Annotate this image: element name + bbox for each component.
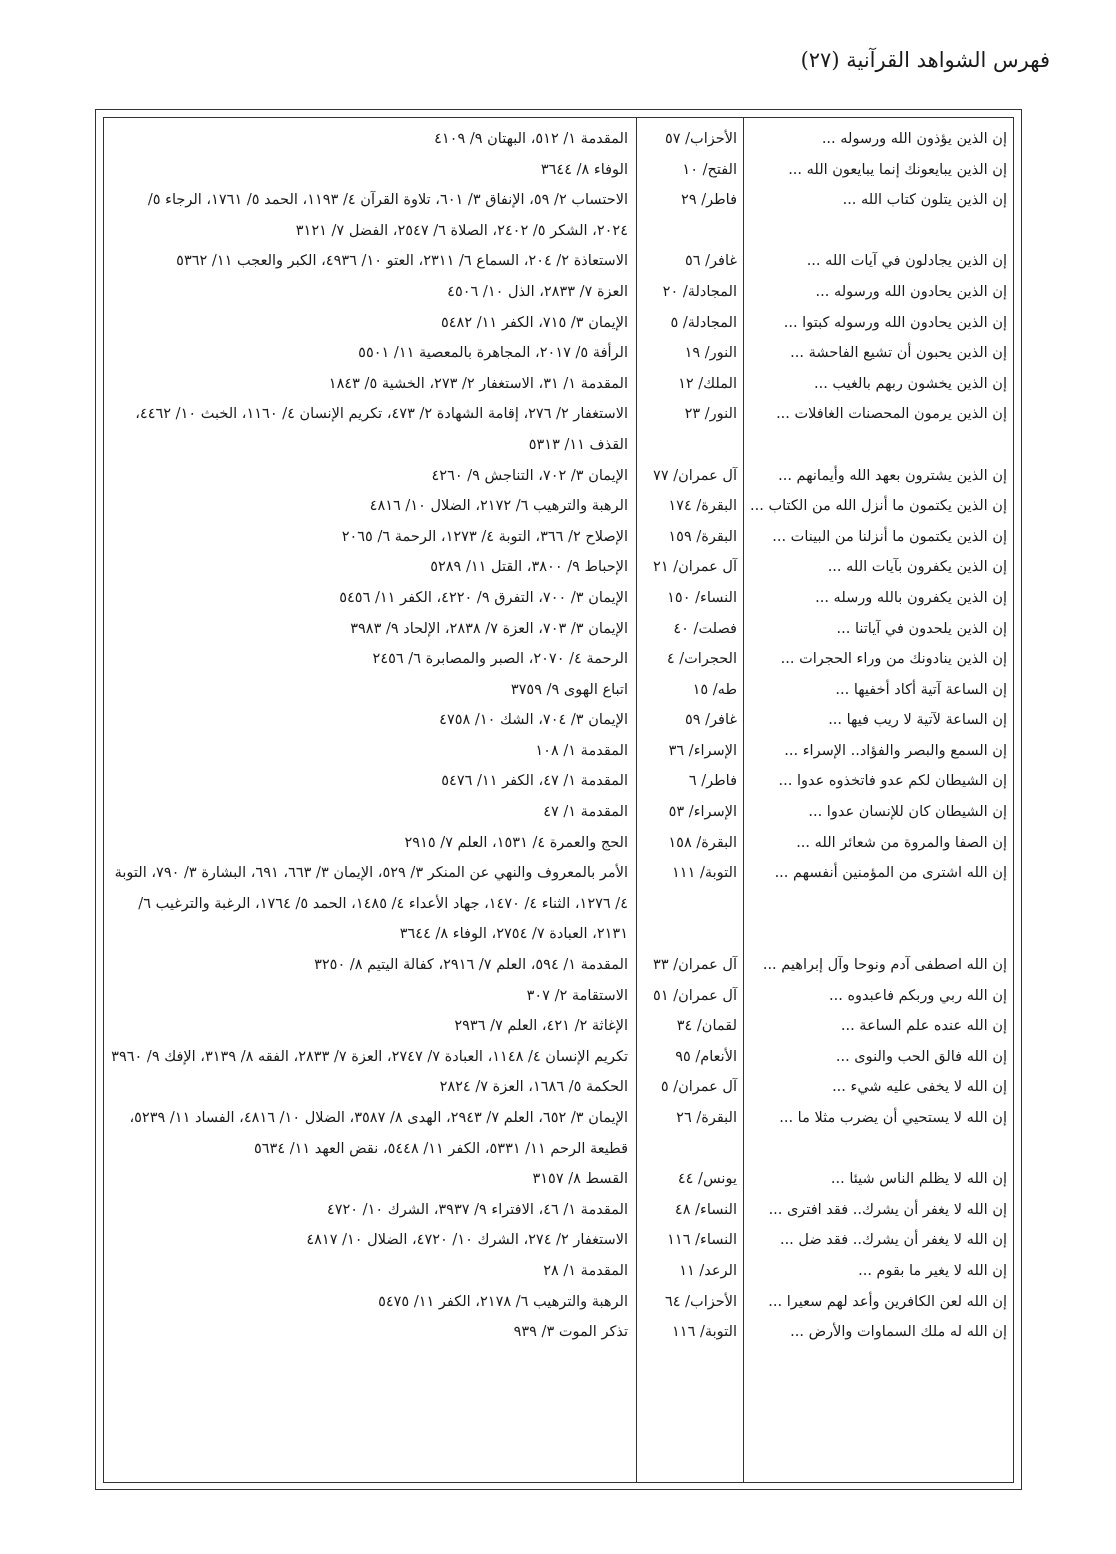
topics-cell: المقدمة ١/ ٥٩٤، العلم ٧/ ٢٩١٦، كفالة اليتيم ٨/ ٣٢٥٠ — [314, 957, 628, 974]
table-row — [104, 246, 1013, 277]
table-row — [104, 614, 1013, 645]
reference-cell: البقرة/ ١٧٤ — [668, 498, 737, 515]
page-number: (٢٧) — [800, 48, 840, 72]
topics-cell: الإغاثة ٢/ ٤٢١، العلم ٧/ ٢٩٣٦ — [454, 1018, 628, 1035]
topics-cell: الإيمان ٣/ ٧٠٣، العزة ٧/ ٢٨٣٨، الإلحاد ٩/ ٣٩٨٣ — [350, 620, 628, 637]
reference-cell: النساء/ ١١٦ — [667, 1232, 737, 1249]
table-row — [104, 675, 1013, 706]
topics-cell: المقدمة ١/ ١٠٨ — [535, 742, 628, 759]
verse-cell: إن الساعة آتية أكاد أخفيها ... — [835, 681, 1007, 698]
verse-cell: إن الله لا يغير ما بقوم ... — [858, 1262, 1007, 1279]
table-row — [104, 155, 1013, 186]
reference-cell: الأنعام/ ٩٥ — [675, 1048, 737, 1065]
reference-cell: طه/ ١٥ — [692, 681, 737, 698]
verse-cell: إن الصفا والمروة من شعائر الله ... — [796, 834, 1007, 851]
topics-cell: الإيمان ٣/ ٦٥٢، العلم ٧/ ٢٩٤٣، الهدى ٨/ ٣٥٨٧، الضلال ١٠/ ٤٨١٦، الفساد ١١/ ٥٢٣٩، قطيعة الرحم ١١/ ٥٣٣١، الكفر ١١/ ٥٤٤٨، نقض العهد ١١/ ٥٦٣٤ — [129, 1110, 628, 1157]
table-row — [104, 1225, 1013, 1256]
table-row — [104, 1042, 1013, 1073]
page-header — [60, 48, 1050, 82]
table-row — [104, 277, 1013, 308]
table-row — [104, 644, 1013, 675]
topics-cell: الحكمة ٥/ ١٦٨٦، العزة ٧/ ٢٨٢٤ — [439, 1079, 628, 1096]
reference-cell: الإسراء/ ٥٣ — [668, 804, 737, 821]
topics-cell: المقدمة ١/ ٤٧ — [543, 804, 628, 821]
reference-cell: النور/ ٢٣ — [684, 406, 737, 423]
reference-cell: الملك/ ١٢ — [678, 375, 737, 392]
table-row — [104, 369, 1013, 400]
table-row — [104, 1072, 1013, 1103]
page-title: فهرس الشواهد القرآنية — [846, 48, 1050, 72]
reference-cell: التوبة/ ١١١ — [672, 865, 737, 882]
reference-cell: فاطر/ ٦ — [688, 773, 737, 790]
table-row — [104, 461, 1013, 492]
verse-cell: إن الذين يلحدون في آياتنا ... — [836, 620, 1007, 637]
verse-cell: إن الله فالق الحب والنوى ... — [835, 1048, 1007, 1065]
verse-cell: إن الله اشترى من المؤمنين أنفسهم ... — [774, 865, 1007, 882]
verse-cell: إن الذين يكتمون ما أنزلنا من البينات ... — [772, 528, 1007, 545]
table-row — [104, 950, 1013, 981]
topics-cell: تكريم الإنسان ٤/ ١١٤٨، العبادة ٧/ ٢٧٤٧، العزة ٧/ ٢٨٣٣، الفقه ٨/ ٣١٣٩، الإفك ٩/ ٣٩٦٠ — [111, 1048, 628, 1065]
verse-cell: إن الذين يكفرون بآيات الله ... — [827, 559, 1007, 576]
topics-cell: الإصلاح ٢/ ٣٦٦، التوبة ٤/ ١٢٧٣، الرحمة ٦/ ٢٠٦٥ — [341, 528, 628, 545]
table-row — [104, 1011, 1013, 1042]
reference-cell: البقرة/ ١٥٨ — [668, 834, 737, 851]
reference-cell: آل عمران/ ٢١ — [653, 559, 737, 576]
reference-cell: الأحزاب/ ٥٧ — [664, 131, 737, 147]
table-row — [104, 399, 1013, 460]
verse-cell: إن الذين يجادلون في آيات الله ... — [806, 253, 1007, 270]
topics-cell: المقدمة ١/ ٤٧، الكفر ١١/ ٥٤٧٦ — [441, 773, 628, 790]
reference-cell: التوبة/ ١١٦ — [672, 1324, 737, 1341]
topics-cell: القسط ٨/ ٣١٥٧ — [532, 1171, 628, 1188]
table-row — [104, 522, 1013, 553]
topics-cell: المقدمة ١/ ٥١٢، البهتان ٩/ ٤١٠٩ — [434, 131, 628, 147]
verse-cell: إن الذين يتلون كتاب الله ... — [842, 192, 1007, 209]
reference-cell: فاطر/ ٢٩ — [681, 192, 737, 209]
verse-cell: إن الذين يؤذون الله ورسوله ... — [821, 131, 1007, 147]
table-row — [104, 185, 1013, 246]
verse-cell: إن السمع والبصر والفؤاد.. الإسراء ... — [784, 742, 1007, 759]
table-row — [104, 705, 1013, 736]
table-row — [104, 583, 1013, 614]
reference-cell: البقرة/ ١٥٩ — [668, 528, 737, 545]
topics-cell: الاستغفار ٢/ ٢٧٦، إقامة الشهادة ٢/ ٤٧٣، تكريم الإنسان ٤/ ١١٦٠، الخبث ١٠/ ٤٤٦٢، القذف ١١/ ٥٣١٣ — [135, 406, 628, 453]
verse-cell: إن الله عنده علم الساعة ... — [840, 1018, 1007, 1035]
verse-cell: إن الذين يحبون أن تشيع الفاحشة ... — [790, 345, 1007, 362]
index-table — [104, 124, 1013, 1348]
topics-cell: الرحمة ٤/ ٢٠٧٠، الصبر والمصابرة ٦/ ٢٤٥٦ — [372, 651, 628, 668]
verse-cell: إن الذين يحادون الله ورسوله كبتوا ... — [783, 314, 1007, 331]
reference-cell: الفتح/ ١٠ — [682, 161, 737, 178]
topics-cell: الرأفة ٥/ ٢٠١٧، المجاهرة بالمعصية ١١/ ٥٥٠١ — [358, 345, 628, 362]
reference-cell: لقمان/ ٣٤ — [676, 1018, 737, 1035]
topics-cell: الرهبة والترهيب ٦/ ٢١٧٨، الكفر ١١/ ٥٤٧٥ — [378, 1293, 628, 1310]
verse-cell: إن الذين يحادون الله ورسوله ... — [815, 283, 1007, 300]
topics-cell: الاحتساب ٢/ ٥٩، الإنفاق ٣/ ٦٠١، تلاوة القرآن ٤/ ١١٩٣، الحمد ٥/ ١٧٦١، الرجاء ٥/ ٢٠٢٤، الشكر ٥/ ٢٤٠٢، الصلاة ٦/ ٢٥٤٧، الفضل ٧/ ٣١٢١ — [147, 192, 628, 239]
verse-cell: إن الذين يخشون ربهم بالغيب ... — [813, 375, 1007, 392]
topics-cell: اتباع الهوى ٩/ ٣٧٥٩ — [510, 681, 628, 698]
reference-cell: النساء/ ١٥٠ — [667, 589, 737, 606]
table-row — [104, 338, 1013, 369]
table-row — [104, 1103, 1013, 1164]
topics-cell: المقدمة ١/ ٢٨ — [543, 1262, 628, 1279]
reference-cell: آل عمران/ ٧٧ — [653, 467, 737, 484]
topics-cell: الاستغفار ٢/ ٢٧٤، الشرك ١٠/ ٤٧٢٠، الضلال ١٠/ ٤٨١٧ — [306, 1232, 628, 1249]
topics-cell: الإحباط ٩/ ٣٨٠٠، القتل ١١/ ٥٢٨٩ — [430, 559, 628, 576]
verse-cell: إن الله لا يخفى عليه شيء ... — [832, 1079, 1007, 1096]
verse-cell: إن الله ربي وربكم فاعبدوه ... — [829, 987, 1007, 1004]
table-row — [104, 1317, 1013, 1348]
table-row — [104, 491, 1013, 522]
reference-cell: النور/ ١٩ — [684, 345, 737, 362]
verse-cell: إن الله اصطفى آدم ونوحا وآل إبراهيم ... — [762, 957, 1007, 974]
topics-cell: الاستعاذة ٢/ ٢٠٤، السماع ٦/ ٢٣١١، العتو ١٠/ ٤٩٣٦، الكبر والعجب ١١/ ٥٣٦٢ — [176, 253, 628, 270]
verse-cell: إن الذين يبايعونك إنما يبايعون الله ... — [788, 161, 1007, 178]
reference-cell: المجادلة/ ٥ — [670, 314, 737, 331]
reference-cell: آل عمران/ ٣٣ — [653, 957, 737, 974]
topics-cell: الأمر بالمعروف والنهي عن المنكر ٣/ ٥٢٩، الإيمان ٣/ ٦٦٣، ٦٩١، البشارة ٣/ ٧٩٠، التوبة ٤/ ١٢٧٦، الثناء ٤/ ١٤٧٠، جهاد الأعداء ٤/ ١٤٨٥، الحمد ٥/ ١٧٦٤، الرغبة والترغيب ٦/ ٢١٣١، العبادة ٧/ ٢٧٥٤، الوفاء ٨/ ٣٦٤٤ — [114, 865, 628, 943]
verse-cell: إن الشيطان كان للإنسان عدوا ... — [808, 804, 1007, 821]
reference-cell: آل عمران/ ٥ — [660, 1079, 737, 1096]
table-row — [104, 766, 1013, 797]
verse-cell: إن الساعة لآتية لا ريب فيها ... — [828, 712, 1007, 729]
verse-cell: إن الله لا يغفر أن يشرك.. فقد افترى ... — [768, 1201, 1007, 1218]
topics-cell: الاستقامة ٢/ ٣٠٧ — [526, 987, 628, 1004]
verse-cell: إن الله لا يستحيي أن يضرب مثلا ما ... — [779, 1110, 1007, 1126]
reference-cell: غافر/ ٥٩ — [684, 712, 737, 729]
reference-cell: البقرة/ ٢٦ — [676, 1110, 737, 1126]
table-row — [104, 828, 1013, 859]
reference-cell: آل عمران/ ٥١ — [653, 987, 737, 1004]
reference-cell: يونس/ ٤٤ — [677, 1171, 737, 1188]
verse-cell: إن الذين يشترون بعهد الله وأيمانهم ... — [778, 467, 1007, 484]
table-row — [104, 736, 1013, 767]
topics-cell: العزة ٧/ ٢٨٣٣، الذل ١٠/ ٤٥٠٦ — [447, 283, 628, 300]
verse-cell: إن الله لا يغفر أن يشرك.. فقد ضل ... — [779, 1232, 1007, 1249]
topics-cell: المقدمة ١/ ٣١، الاستغفار ٢/ ٢٧٣، الخشية ٥/ ١٨٤٣ — [328, 375, 628, 392]
topics-cell: تذكر الموت ٣/ ٩٣٩ — [513, 1324, 628, 1341]
verse-cell: إن الذين ينادونك من وراء الحجرات ... — [780, 651, 1007, 668]
topics-cell: الإيمان ٣/ ٧٠٠، التفرق ٩/ ٤٢٢٠، الكفر ١١/ ٥٤٥٦ — [339, 589, 628, 606]
verse-cell: إن الله لعن الكافرين وأعد لهم سعيرا ... — [768, 1293, 1007, 1310]
verse-cell: إن الشيطان لكم عدو فاتخذوه عدوا ... — [778, 773, 1007, 790]
verse-cell: إن الله له ملك السماوات والأرض ... — [790, 1324, 1007, 1341]
table-row — [104, 981, 1013, 1012]
reference-cell: الإسراء/ ٣٦ — [668, 742, 737, 759]
verse-cell: إن الله لا يظلم الناس شيئا ... — [830, 1171, 1007, 1188]
reference-cell: الحجرات/ ٤ — [666, 651, 737, 668]
topics-cell: الرهبة والترهيب ٦/ ٢١٧٢، الضلال ١٠/ ٤٨١٦ — [369, 498, 628, 515]
topics-cell: الإيمان ٣/ ٧٠٢، التناجش ٩/ ٤٢٦٠ — [431, 467, 628, 484]
table-row — [104, 552, 1013, 583]
table-row — [104, 124, 1013, 155]
table-row — [104, 797, 1013, 828]
table-row — [104, 1195, 1013, 1226]
table-row — [104, 1164, 1013, 1195]
topics-cell: المقدمة ١/ ٤٦، الافتراء ٩/ ٣٩٣٧، الشرك ١٠/ ٤٧٢٠ — [326, 1201, 628, 1218]
reference-cell: الرعد/ ١١ — [679, 1262, 737, 1279]
table-row — [104, 308, 1013, 339]
topics-cell: الإيمان ٣/ ٧٠٤، الشك ١٠/ ٤٧٥٨ — [439, 712, 628, 729]
verse-cell: إن الذين يكتمون ما أنزل الله من الكتاب ... — [750, 498, 1007, 515]
table-row — [104, 1256, 1013, 1287]
topics-cell: الحج والعمرة ٤/ ١٥٣١، العلم ٧/ ٢٩١٥ — [404, 834, 628, 851]
reference-cell: الأحزاب/ ٦٤ — [664, 1293, 737, 1310]
table-row — [104, 858, 1013, 950]
topics-cell: الوفاء ٨/ ٣٦٤٤ — [540, 161, 628, 178]
topics-cell: الإيمان ٣/ ٧١٥، الكفر ١١/ ٥٤٨٢ — [440, 314, 628, 331]
table-row — [104, 1287, 1013, 1318]
reference-cell: فصلت/ ٤٠ — [673, 620, 737, 637]
reference-cell: المجادلة/ ٢٠ — [662, 283, 737, 300]
verse-cell: إن الذين يرمون المحصنات الغافلات ... — [776, 406, 1007, 423]
reference-cell: النساء/ ٤٨ — [674, 1201, 737, 1218]
reference-cell: غافر/ ٥٦ — [684, 253, 737, 270]
verse-cell: إن الذين يكفرون بالله ورسله ... — [815, 589, 1007, 606]
